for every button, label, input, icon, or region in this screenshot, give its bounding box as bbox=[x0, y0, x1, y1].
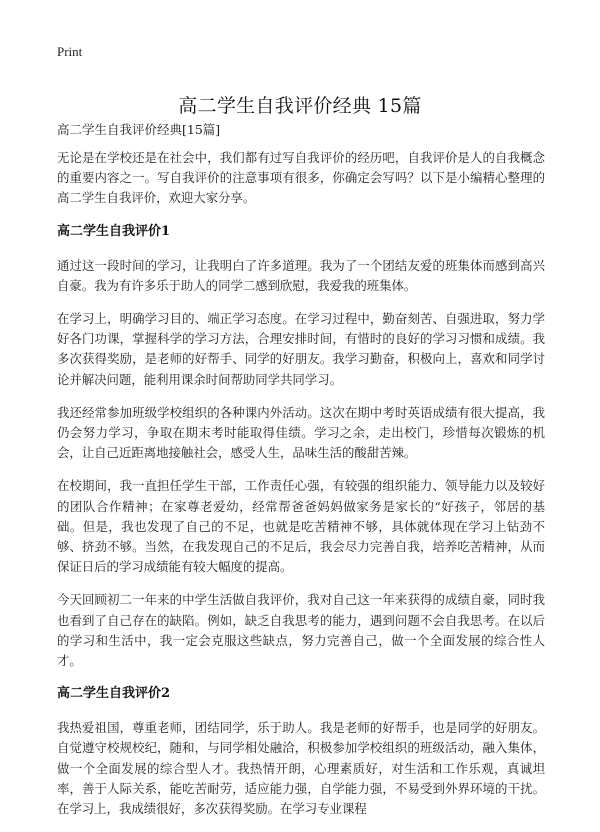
section-heading: 高二学生自我评价2 bbox=[57, 686, 171, 702]
body-paragraph: 通过这一段时间的学习，让我明白了许多道理。我为了一个团结友爱的班集体而感到高兴自豪。我为有许多乐于助人的同学二感到欣慰，我爱我的班集体。 bbox=[57, 257, 545, 293]
section-heading: 高二学生自我评价1 bbox=[57, 223, 171, 239]
body-paragraph: 在学习上，明确学习目的、端正学习态度。在学习过程中，勤奋刻苦、自强进取，努力学好各门功课，掌握科学的学习方法，合理安排时间，有惜时的良好的学习习惯和成绩。我多次获得奖励，是老师的好帮手、同学的好朋友。我学习勤奋，积极向上，喜欢和同学讨论并解决问题，能利用课余时间帮助同学共同学习。 bbox=[57, 311, 545, 387]
page-title: 高二学生自我评价经典 15篇 bbox=[178, 94, 422, 117]
body-paragraph: 在校期间，我一直担任学生干部，工作责任心强，有较强的组织能力、领导能力以及较好的团队合作精神；在家尊老爱幼，经常帮爸爸妈妈做家务是家长的“好孩子，邻居的基础。但是，我也发现了自己的不足，也就是吃苦精神不够，具体就体现在学习上钻劲不够、挤劲不够。当然，在我发现自己的不足后，我会尽力完善自我，培养吃苦精神，从而保证日后的学习成绩能有较大幅度的提高。 bbox=[57, 478, 545, 575]
document-body bbox=[57, 148, 545, 832]
intro-paragraph: 无论是在学校还是在社会中，我们都有过写自我评价的经历吧，自我评价是人的自我概念的重要内容之一。写自我评价的注意事项有很多，你确定会写吗？以下是小编精心整理的高二学生自我评价，欢迎大家分享。 bbox=[57, 150, 545, 206]
document-subtitle: 高二学生自我评价经典[15篇] bbox=[57, 122, 221, 137]
body-paragraph: 我还经常参加班级学校组织的各种课内外活动。这次在期中考时英语成绩有很大提高，我仍会努力学习，争取在期末考时能取得佳绩。学习之余，走出校门，珍惜每次锻炼的机会，让自己近距离地接触社会，感受人生，品味生活的酸甜苦辣。 bbox=[57, 404, 545, 461]
print-link[interactable]: Print bbox=[57, 44, 83, 59]
body-paragraph: 我热爱祖国，尊重老师，团结同学，乐于助人。我是老师的好帮手，也是同学的好朋友。自觉遵守校规校纪，随和，与同学相处融洽，积极参加学校组织的班级活动，融入集体，做一个全面发展的综合型人才。我热情开朗，心理素质好，对生活和工作乐观，真诚坦率，善于人际关系，能吃苦耐劳，适应能力强，自学能力强，不易受到外界环境的干扰。在学习上，我成绩很好，多次获得奖励。在学习专业课程 bbox=[57, 720, 545, 817]
body-paragraph: 今天回顾初二一年来的中学生活做自我评价，我对自己这一年来获得的成绩自豪，同时我也看到了自己存在的缺陷。例如，缺乏自我思考的能力，遇到问题不会自我思考。在以后的学习和生活中，我一定会克服这些缺点，努力完善自己，做一个全面发展的综合性人才。 bbox=[57, 592, 545, 669]
